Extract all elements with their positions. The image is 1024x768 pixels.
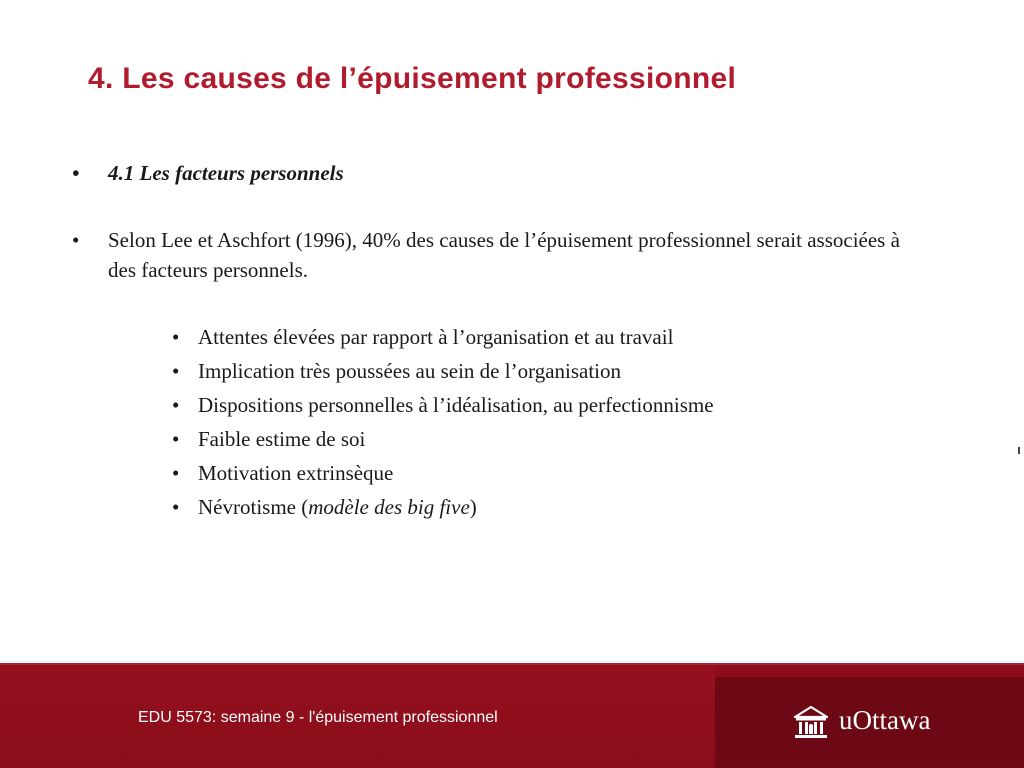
sub-bullet-suffix: ): [469, 495, 477, 519]
slide-title: 4. Les causes de l’épuisement professionnel: [88, 62, 737, 95]
sub-bullet-item: • Implication très poussées au sein de l’organisation: [170, 354, 890, 388]
uottawa-logo-text: uOttawa: [839, 705, 931, 735]
footer-course-text: EDU 5573: semaine 9 - l'épuisement professionnel: [138, 709, 498, 726]
edge-mark: [1018, 447, 1020, 454]
footer-logo-panel: [715, 677, 1024, 768]
sub-bullet-prefix: Névrotisme (: [198, 495, 309, 519]
sub-bullet-item: • Attentes élevées par rapport à l’organisation et au travail: [170, 320, 890, 354]
sub-bullet-list: [170, 320, 890, 524]
sub-bullet-item: • Dispositions personnelles à l’idéalisation, au perfectionnisme: [170, 388, 890, 422]
bullet-statement: • Selon Lee et Aschfort (1996), 40% des causes de l’épuisement professionnel serait associées à des facteurs personnels.: [70, 225, 910, 285]
bullet-section-heading: • 4.1 Les facteurs personnels: [70, 158, 910, 188]
main-bullet-list: [70, 158, 910, 285]
building-icon: [793, 703, 829, 741]
footer-bar: [0, 663, 1024, 768]
sub-bullet-item: • Motivation extrinsèque: [170, 456, 890, 490]
sub-bullet-item: • Faible estime de soi: [170, 422, 890, 456]
sub-bullet-item-neuroticism: [170, 490, 890, 524]
sub-bullet-emphasis: modèle des big five: [308, 495, 470, 519]
